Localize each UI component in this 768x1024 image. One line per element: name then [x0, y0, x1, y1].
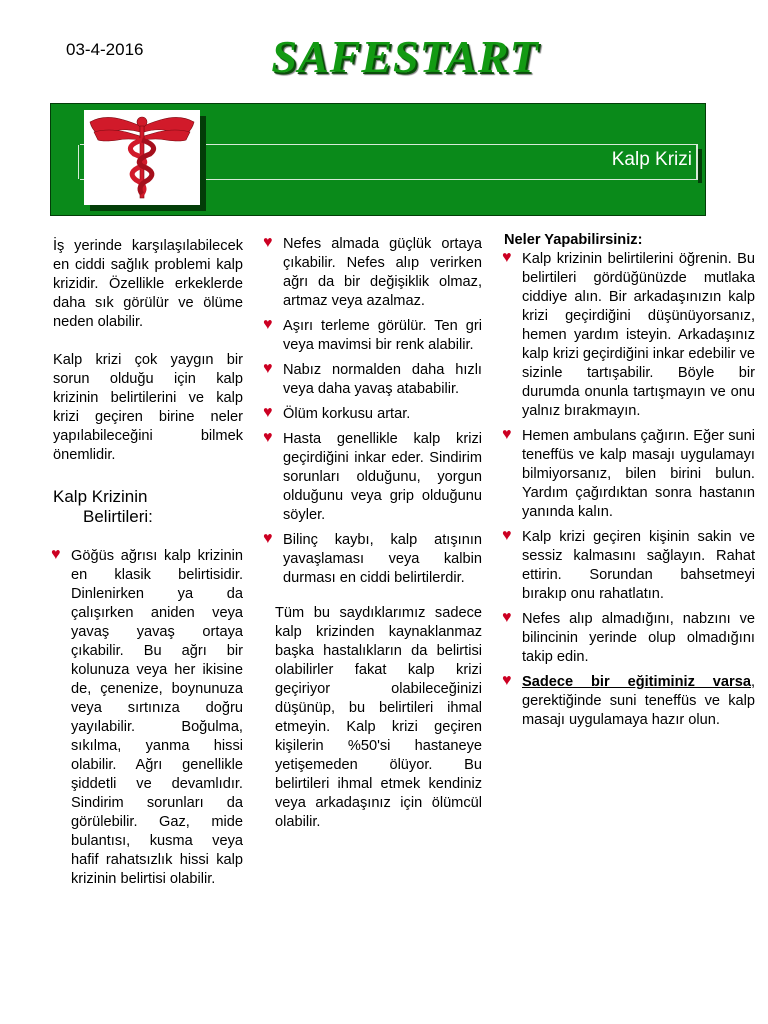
bullet-text: , gerektiğinde suni teneffüs ve kalp masajı uygulamaya hazır olun. [522, 674, 755, 728]
list-item [504, 673, 755, 730]
heart-bullet-icon: ♥ [502, 249, 512, 266]
bullet-text: Nefes alıp almadığını, nabzını ve bilincinin yerinde olup olmadığını takip edin. [522, 611, 755, 665]
logo-frame [84, 110, 200, 205]
bullet-text: Hemen ambulans çağırın. Eğer suni teneffüs ve kalp masajı uygulamayı bilmiyorsanız, bilen birini bulun. Yardım çağırdıktan sonra hastanın yanında kalın. [522, 428, 755, 520]
bullet-text: Aşırı terleme görülür. Ten gri veya mavimsi bir renk alabilir. [283, 318, 482, 353]
closing-paragraph: Tüm bu saydıklarımız sadece kalp krizinden kaynaklanmaz başka hastalıkların da belirtisi olabilirler fakat kalp krizi geçiriyor olabileceğinizi düşünüp, bu belirtileri ihmal etmeyin. Kalp krizi geçiren kişilerin %50'si hastaneye yetişemeden ölüyor. Bu belirtileri ihmal etmek kendiniz veya arkadaşınız için ölümcül olabilir. [275, 605, 482, 830]
bullet-text: Bilinç kaybı, kalp atışının yavaşlaması veya kalbin durması en ciddi belirtilerdir. [283, 532, 482, 586]
bullet-text: Ölüm korkusu artar. [283, 406, 411, 422]
bullet-text: Nabız normalden daha hızlı veya daha yavaş atababilir. [283, 362, 482, 397]
bullet-text: Nefes almada güçlük ortaya çıkabilir. Nefes alıp verirken ağrı da bir değişiklik olmaz, artmaz veya azalmaz. [283, 236, 482, 309]
bullet-text: Kalp krizi geçiren kişinin sakin ve sessiz kalmasını sağlayın. Rahat ettirin. Sorundan bahsetmeyi bırakıp onu rahatlatın. [522, 529, 755, 602]
importance-paragraph: Kalp krizi çok yaygın bir sorun olduğu için kalp krizinin belirtilerini ve kalp krizi geçiren birine neler yapılabileceğini bilmek önemlidir. [53, 352, 243, 463]
banner-title: Kalp Krizi [611, 149, 692, 170]
intro-paragraph: İş yerinde karşılaşılabilecek en ciddi sağlık problemi kalp krizidir. Özellikle erkeklerde daha sık görülür ve ölüme neden olabilir. [53, 238, 243, 330]
heart-bullet-icon: ♥ [263, 530, 273, 547]
heart-bullet-icon: ♥ [263, 404, 273, 421]
heart-bullet-icon: ♥ [502, 527, 512, 544]
list-item [265, 235, 482, 311]
issue-date: 03-4-2016 [66, 40, 144, 59]
list-item [504, 427, 755, 522]
brand-title: SAFESTART [271, 31, 539, 82]
list-item [265, 430, 482, 525]
bullet-text: Kalp krizinin belirtilerini öğrenin. Bu belirtileri gördüğünüzde mutlaka ciddiye alın. Bir arkadaşınızın kalp krizi geçirdiğini düşünüyorsanız, hemen yardım isteyin. Arkadaşınız kalp krizi geçirdiğini inkar edebilir ve sizinle tartışabilir. Böyle bir durumda onunla tartışmayın ve onu yalnız bırakmayın. [522, 251, 755, 419]
list-item [504, 610, 755, 667]
bullet-text: Göğüs ağrısı kalp krizinin en klasik belirtisidir. Dinlenirken ya da çalışırken aniden veya yavaş yavaş ortaya çıkabilir. Bu ağrı bir kolunuza veya her ikisine de, çenenize, boynunuza veya sırtınıza doğru yayılabilir. Boğulma, sıkılma, yanma hissi olabilir. Ağrı genellikle şiddetli ve devamlıdır. Sindirim sorunları da görülebilir. Gaz, mide bulantısı, kusma veya hafif rahatsızlık hissi kalp krizinin belirtisi olabilir. [71, 548, 243, 887]
heart-bullet-icon: ♥ [263, 429, 273, 446]
heart-bullet-icon: ♥ [51, 546, 61, 563]
heart-bullet-icon: ♥ [263, 316, 273, 333]
symptoms-heading-line1: Kalp Krizinin [53, 487, 148, 506]
emphasis-text: Sadece bir eğitiminiz varsa [522, 674, 751, 690]
column-middle [265, 235, 482, 832]
caduceus-icon [84, 110, 200, 205]
actions-heading: Neler Yapabilirsiniz: [504, 232, 643, 248]
heart-bullet-icon: ♥ [263, 360, 273, 377]
bullet-text: Hasta genellikle kalp krizi geçirdiğini inkar eder. Sindirim sorunları olduğunu, yorgun olduğunu veya grip olduğunu söyler. [283, 431, 482, 523]
list-item [265, 317, 482, 355]
column-right [504, 231, 755, 736]
symptoms-heading-line2: Belirtileri: [83, 507, 153, 526]
heart-bullet-icon: ♥ [502, 672, 512, 689]
symptoms-heading [53, 487, 243, 527]
list-item [265, 405, 482, 424]
list-item [265, 531, 482, 588]
column-left [53, 237, 243, 889]
heart-bullet-icon: ♥ [502, 426, 512, 443]
list-item [265, 361, 482, 399]
list-item [53, 547, 243, 889]
heart-bullet-icon: ♥ [502, 609, 512, 626]
list-item [504, 528, 755, 604]
list-item [504, 250, 755, 421]
heart-bullet-icon: ♥ [263, 234, 273, 251]
